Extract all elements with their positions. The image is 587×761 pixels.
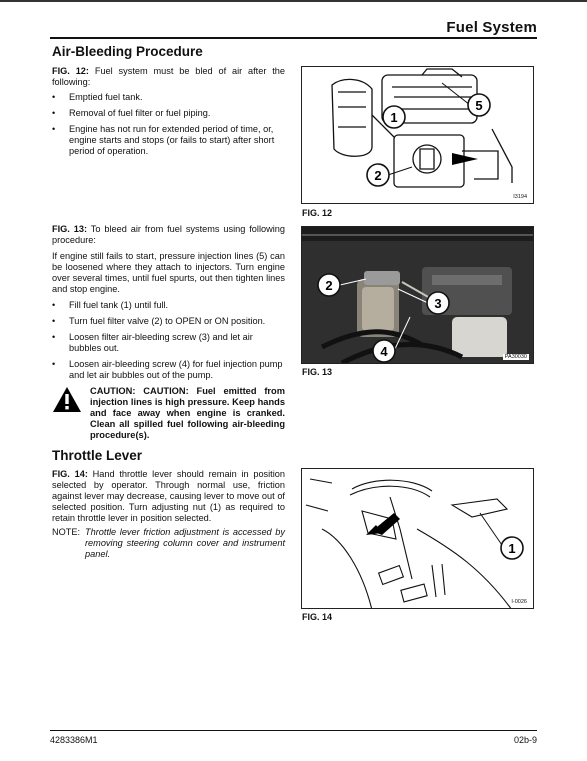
bleeding-steps-list — [52, 300, 285, 381]
svg-text:4: 4 — [380, 344, 388, 359]
list-item: • Loosen air-bleeding screw (4) for fuel injection pump and let air bubbles out of the pump. — [52, 359, 285, 381]
svg-text:2: 2 — [325, 278, 333, 293]
fig12-ref-text: Fuel system must be bled of air after the following: — [52, 66, 285, 87]
note-label: NOTE: — [52, 527, 81, 537]
fig12-callout-2 — [367, 164, 412, 186]
fig13-ref-label: FIG. 13: — [52, 224, 88, 234]
fig13-caption: FIG. 13 — [302, 367, 333, 377]
engine-diagram-illustration — [302, 67, 534, 204]
svg-text:5: 5 — [475, 98, 483, 113]
injection-lines-paragraph: If engine still fails to start, pressure injection lines (5) can be loosened where they attach to injectors. Turn engine over several times, until fuel spurts, out then tighten lines and stop engine. — [52, 251, 285, 294]
document-number: 4283386M1 — [50, 735, 98, 745]
fig14-block — [52, 469, 285, 560]
section-heading-throttle-lever: Throttle Lever — [52, 448, 143, 463]
fig14-paragraph — [52, 469, 285, 524]
section-heading-air-bleeding: Air-Bleeding Procedure — [52, 44, 203, 59]
list-item: • Removal of fuel filter or fuel piping. — [52, 108, 285, 119]
throttle-lever-illustration — [302, 469, 534, 609]
footer-rule — [50, 730, 537, 731]
fig14-image-code: I-0026 — [511, 599, 527, 605]
fig12-ref-label: FIG. 12: — [52, 66, 89, 76]
fig14-caption: FIG. 14 — [302, 612, 333, 622]
fig12-callout-5 — [442, 83, 490, 116]
fig12-image — [301, 66, 534, 204]
fig12-paragraph — [52, 66, 285, 88]
direction-arrow-icon — [452, 153, 478, 165]
fig14-image — [301, 468, 534, 609]
list-item: • Loosen filter air-bleeding screw (3) and let air bubbles out. — [52, 332, 285, 354]
list-item: • Fill fuel tank (1) until full. — [52, 300, 285, 311]
fig13-procedure-block — [52, 224, 285, 441]
fig13-ref-text: To bleed air from fuel systems using following procedure: — [52, 224, 286, 245]
svg-text:3: 3 — [434, 296, 442, 311]
svg-text:1: 1 — [508, 541, 516, 556]
caution-block — [52, 386, 285, 441]
svg-text:1: 1 — [390, 110, 398, 125]
note-block — [52, 527, 285, 560]
list-item: • Turn fuel filter valve (2) to OPEN or ON position. — [52, 316, 285, 327]
fuel-filter-photo — [302, 227, 534, 364]
page-number: 02b-9 — [513, 735, 537, 745]
fig13-image — [301, 226, 534, 364]
list-item: • Emptied fuel tank. — [52, 92, 285, 103]
header-rule — [50, 37, 537, 39]
fig14-ref-label: FIG. 14: — [52, 469, 88, 479]
air-bleed-conditions-list — [52, 92, 285, 157]
fig13-image-code: PA30030 — [504, 354, 527, 360]
fig13-paragraph — [52, 224, 285, 246]
fig12-callout-1 — [383, 106, 405, 128]
fig14-callout-1 — [480, 513, 523, 559]
fig14-ref-text: Hand throttle lever should remain in position selected by operator. Through normal use, friction against lever may decrease, causing lever to move out of selected position. Turn adjusting nut (1) as required to retain throttle lever in position selected. — [52, 469, 285, 523]
fig12-caption: FIG. 12 — [302, 208, 333, 218]
fig12-image-code: I3194 — [513, 194, 527, 200]
warning-triangle-icon — [52, 386, 82, 413]
top-border — [0, 0, 587, 2]
list-item: • Engine has not run for extended period of time, or, engine starts and stops (or fails to start) after short period of operation. — [52, 124, 285, 157]
fig12-intro-block — [52, 66, 285, 162]
caution-text: CAUTION: CAUTION: Fuel emitted from injection lines is high pressure. Keep hands and face away when engine is cranked. Clean all spilled fuel following air-bleeding procedure(s). — [90, 386, 285, 440]
svg-text:2: 2 — [374, 168, 382, 183]
note-text: Throttle lever friction adjustment is accessed by removing steering column cover and instrument panel. — [85, 527, 285, 559]
page-header-title: Fuel System — [446, 19, 537, 36]
